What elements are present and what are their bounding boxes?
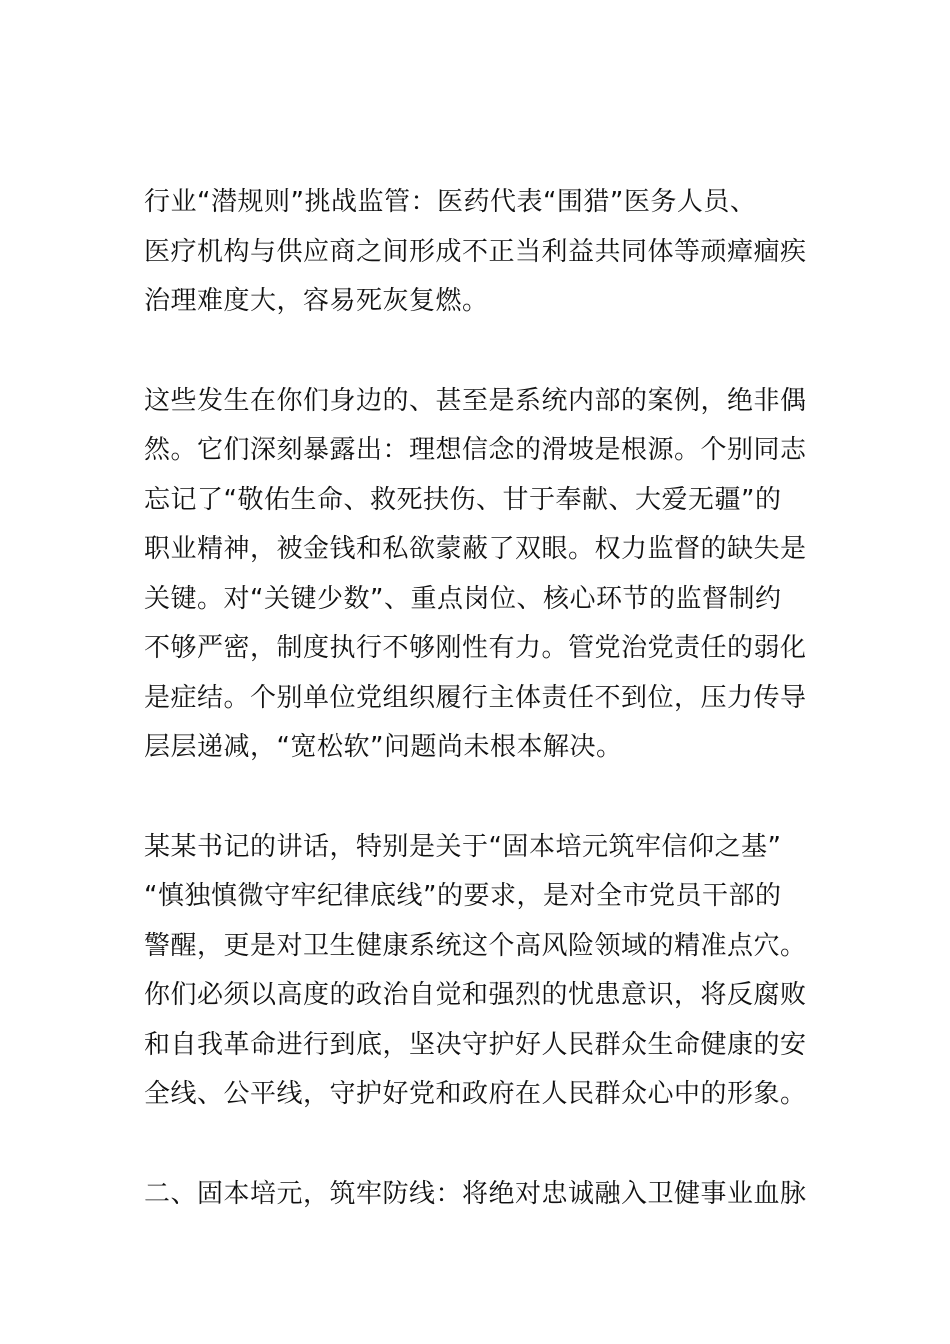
text-line: 职业精神，被金钱和私欲蒙蔽了双眼。权力监督的缺失是 [144, 534, 807, 564]
paragraph-case-analysis [144, 377, 812, 773]
text-line: “慎独慎微守牢纪律底线”的要求，是对全市党员干部的 [144, 881, 782, 911]
document-body [144, 178, 812, 1219]
text-line: 医疗机构与供应商之间形成不正当利益共同体等顽瘴痼疾 [144, 236, 807, 267]
text-line: 你们必须以高度的政治自觉和强烈的忧患意识，将反腐败 [144, 980, 807, 1010]
text-line: 忘记了“敬佑生命、救死扶伤、甘于奉献、大爱无疆”的 [144, 484, 782, 515]
section-heading [144, 1170, 812, 1220]
text-line: 然。它们深刻暴露出：理想信念的滑坡是根源。个别同志 [144, 435, 807, 465]
text-line: 治理难度大，容易死灰复燃。 [144, 286, 489, 316]
text-line: 层层递减，“宽松软”问题尚未根本解决。 [144, 732, 623, 762]
text-line: 某某书记的讲话，特别是关于“固本培元筑牢信仰之基” [144, 831, 782, 862]
text-line: 关键。对“关键少数”、重点岗位、核心环节的监督制约 [144, 583, 782, 614]
text-line: 全线、公平线，守护好党和政府在人民群众心中的形象。 [144, 1079, 807, 1109]
paragraph-industry-rules [144, 178, 812, 327]
text-line: 和自我革命进行到底，坚决守护好人民群众生命健康的安 [144, 1029, 807, 1060]
text-line: 不够严密，制度执行不够刚性有力。管党治党责任的弱化 [144, 633, 807, 663]
text-line: 是症结。个别单位党组织履行主体责任不到位，压力传导 [144, 682, 807, 713]
heading-text: 二、固本培元，筑牢防线：将绝对忠诚融入卫健事业血脉 [144, 1178, 807, 1209]
text-line: 这些发生在你们身边的、甚至是系统内部的案例，绝非偶 [144, 385, 807, 416]
text-line: 警醒，更是对卫生健康系统这个高风险领域的精准点穴。 [144, 930, 807, 961]
paragraph-speech-requirements [144, 823, 812, 1120]
text-line: 行业“潜规则”挑战监管：医药代表“围猎”医务人员、 [144, 187, 757, 217]
